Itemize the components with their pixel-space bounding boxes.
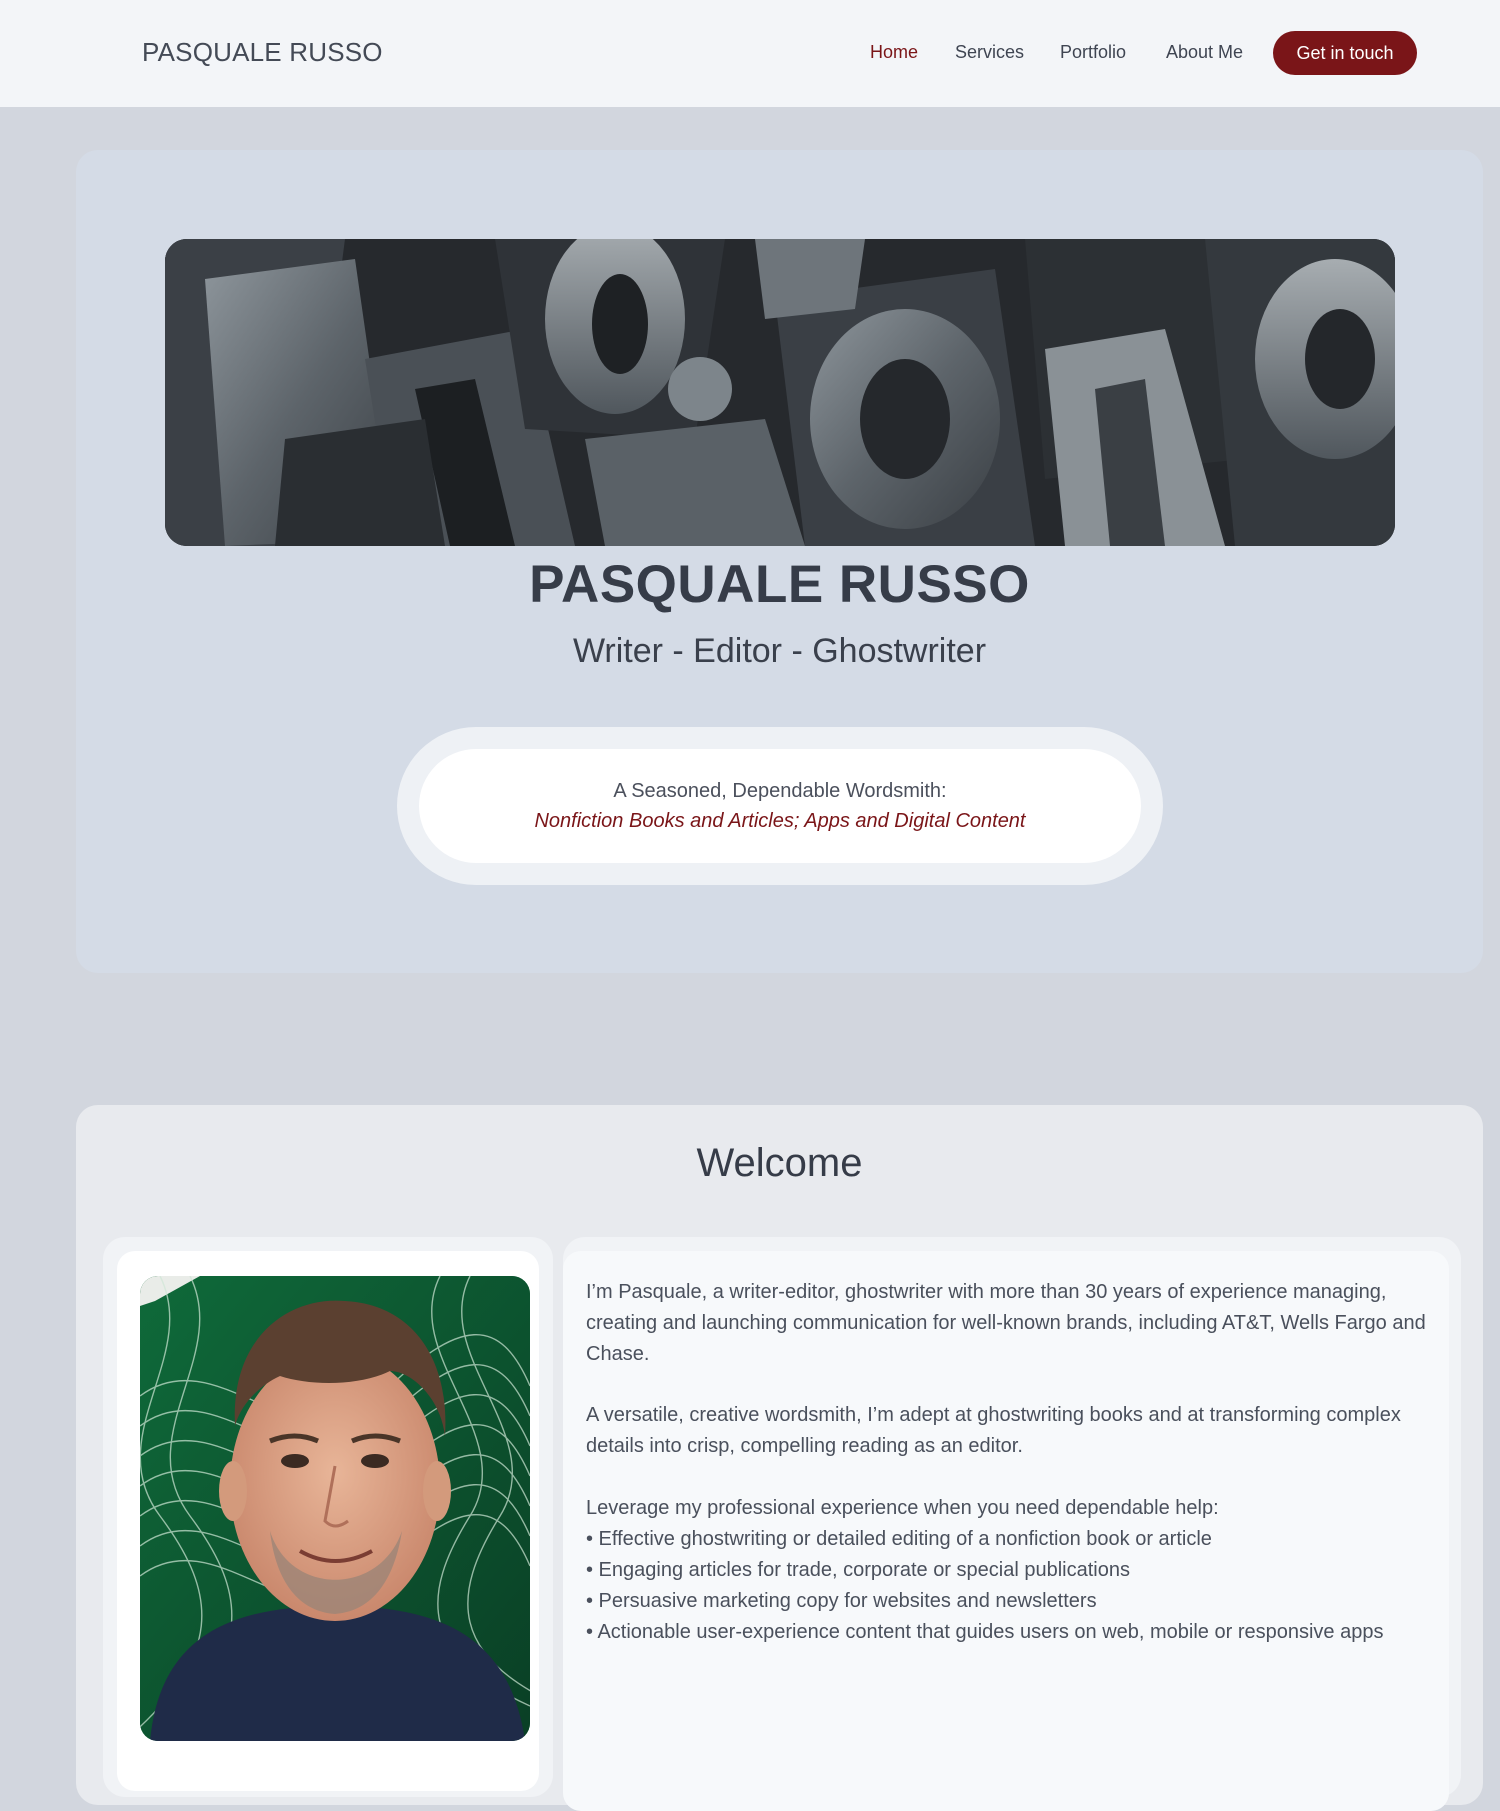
nav-portfolio[interactable]: Portfolio (1060, 42, 1127, 62)
hero-subtitle: Writer - Editor - Ghostwriter (572, 632, 987, 670)
site-header (0, 0, 1500, 107)
tagline-line-1: A Seasoned, Dependable Wordsmith: (613, 780, 947, 802)
intro-paragraph-1: I’m Pasquale, a writer-editor, ghostwriter with more than 30 years of experience managing, creating and launching communication for well-known brands, including AT&T, Wells Fargo and Chase. (586, 1281, 1426, 1365)
welcome-section (76, 1105, 1483, 1805)
intro-text-card (563, 1237, 1461, 1797)
brand-logo-text[interactable]: PASQUALE RUSSO (142, 37, 383, 67)
tagline-pill-inner (419, 749, 1141, 863)
tagline-line-2: Nonfiction Books and Articles; Apps and Digital Content (534, 810, 1026, 832)
nav-home[interactable]: Home (870, 42, 919, 62)
intro-paragraph-2: A versatile, creative wordsmith, I’m adept at ghostwriting books and at transforming complex details into crisp, compelling reading as an editor. (586, 1404, 1401, 1457)
nav-services[interactable]: Services (955, 42, 1025, 62)
nav-about-me[interactable]: About Me (1166, 42, 1244, 62)
get-in-touch-button[interactable]: Get in touch (1273, 31, 1417, 75)
service-bullet-2: • Engaging articles for trade, corporate or special publications (586, 1559, 1130, 1581)
tagline-pill (397, 727, 1163, 885)
service-bullet-1: • Effective ghostwriting or detailed editing of a nonfiction book or article (586, 1528, 1212, 1550)
service-bullet-4: • Actionable user-experience content that guides users on web, mobile or responsive apps (586, 1621, 1384, 1643)
photo-frame (117, 1251, 539, 1791)
service-bullet-3: • Persuasive marketing copy for websites and newsletters (586, 1590, 1097, 1612)
hero-title: PASQUALE RUSSO (529, 555, 1030, 614)
intro-paragraph-3 (586, 1493, 1436, 1648)
photo-card (103, 1237, 553, 1797)
main-nav (0, 31, 1500, 75)
intro-text-inner (563, 1251, 1449, 1811)
letterpress-type-image (165, 239, 1395, 546)
hero-section (76, 150, 1483, 973)
portrait-photo (140, 1276, 530, 1741)
services-intro: Leverage my professional experience when you need dependable help: (586, 1497, 1219, 1519)
welcome-title: Welcome (696, 1141, 863, 1185)
